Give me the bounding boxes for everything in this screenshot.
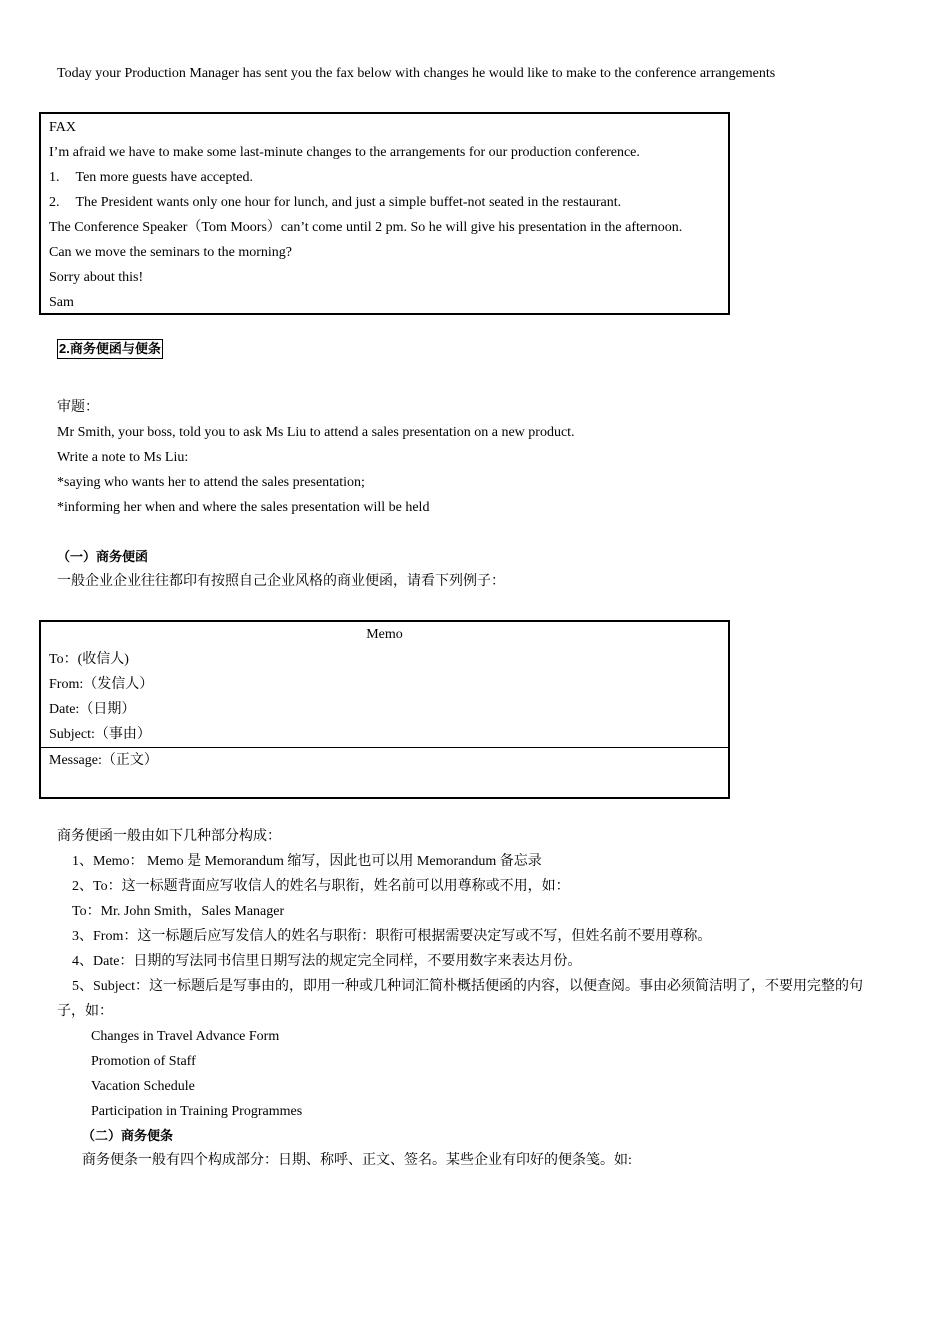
fax-item-1-number: 1. xyxy=(49,170,60,185)
fax-line-1: I’m afraid we have to make some last-minute changes to the arrangements for our production conference. xyxy=(49,145,640,160)
task-bullet-1: *saying who wants her to attend the sales presentation; xyxy=(57,475,365,490)
subject-example: Vacation Schedule xyxy=(91,1079,195,1094)
intro-text: Today your Production Manager has sent you the fax below with changes he would like to make to the conference arrangements xyxy=(57,66,776,81)
fax-sorry: Sorry about this! xyxy=(49,270,144,285)
task-line-1: Mr Smith, your boss, told you to ask Ms Liu to attend a sales presentation on a new product. xyxy=(57,425,575,440)
task-line-2: Write a note to Ms Liu: xyxy=(57,450,189,465)
memo-divider xyxy=(41,747,728,748)
subject-example: Changes in Travel Advance Form xyxy=(91,1029,280,1044)
fax-header: FAX xyxy=(49,120,76,135)
memo-to-line: To：(收信人) xyxy=(49,652,129,667)
fax-item-1-text: Ten more guests have accepted. xyxy=(75,170,253,185)
fax-speaker-line: The Conference Speaker（Tom Moors）can’t come until 2 pm. So he will give his presentation in the afternoon. xyxy=(49,220,683,235)
fax-signature: Sam xyxy=(49,295,74,310)
part-memo: 1、Memo： Memo 是 Memorandum 缩写，因此也可以用 Memorandum 备忘录 xyxy=(72,854,542,869)
subsection-1-intro: 一般企业企业往往都印有按照自己企业风格的商业便函，请看下列例子： xyxy=(57,574,505,589)
memo-subject-line: Subject:（事由） xyxy=(49,727,151,742)
task-bullet-2: *informing her when and where the sales presentation will be held xyxy=(57,500,430,515)
fax-item-2 xyxy=(49,193,621,213)
part-date: 4、Date：日期的写法同书信里日期写法的规定完全同样，不要用数字来表达月份。 xyxy=(72,954,582,969)
fax-move-line: Can we move the seminars to the morning? xyxy=(49,245,292,260)
fax-item-2-text: The President wants only one hour for lunch, and just a simple buffet-not seated in the restaurant. xyxy=(75,195,622,210)
memo-date-line: Date:（日期） xyxy=(49,702,136,717)
subsection-1-title: （一）商务便函 xyxy=(57,549,149,564)
memo-from-line: From:（发信人） xyxy=(49,677,154,692)
memo-box xyxy=(39,620,730,799)
memo-title: Memo xyxy=(366,627,403,642)
fax-box xyxy=(39,112,730,315)
part-subject-cont: 子，如： xyxy=(57,1004,113,1019)
part-subject: 5、Subject：这一标题后是写事由的，即用一种或几种词汇简朴概括便函的内容，以便查阅。事由必须简洁明了，不要用完整的句 xyxy=(72,979,863,994)
parts-intro: 商务便函一般由如下几种部分构成： xyxy=(57,829,281,844)
section-2-heading: 2.商务便函与便条 xyxy=(57,339,163,359)
task-label: 审题： xyxy=(57,400,99,415)
subsection-2-intro: 商务便条一般有四个构成部分：日期、称呼、正文、签名。某些企业有印好的便条笺。如: xyxy=(82,1153,632,1168)
subsection-2-title: （二）商务便条 xyxy=(82,1128,174,1143)
part-to-example: To：Mr. John Smith，Sales Manager xyxy=(72,904,285,919)
part-to: 2、To：这一标题背面应写收信人的姓名与职衔，姓名前可以用尊称或不用，如： xyxy=(72,879,570,894)
subject-example: Promotion of Staff xyxy=(91,1054,196,1069)
fax-item-2-number: 2. xyxy=(49,195,60,210)
part-from: 3、From：这一标题后应写发信人的姓名与职衔：职衔可根据需要决定写或不写，但姓名前不要用尊称。 xyxy=(72,929,712,944)
subject-example: Participation in Training Programmes xyxy=(91,1104,303,1119)
fax-item-1 xyxy=(49,168,253,188)
memo-message-line: Message:（正文） xyxy=(49,753,158,768)
